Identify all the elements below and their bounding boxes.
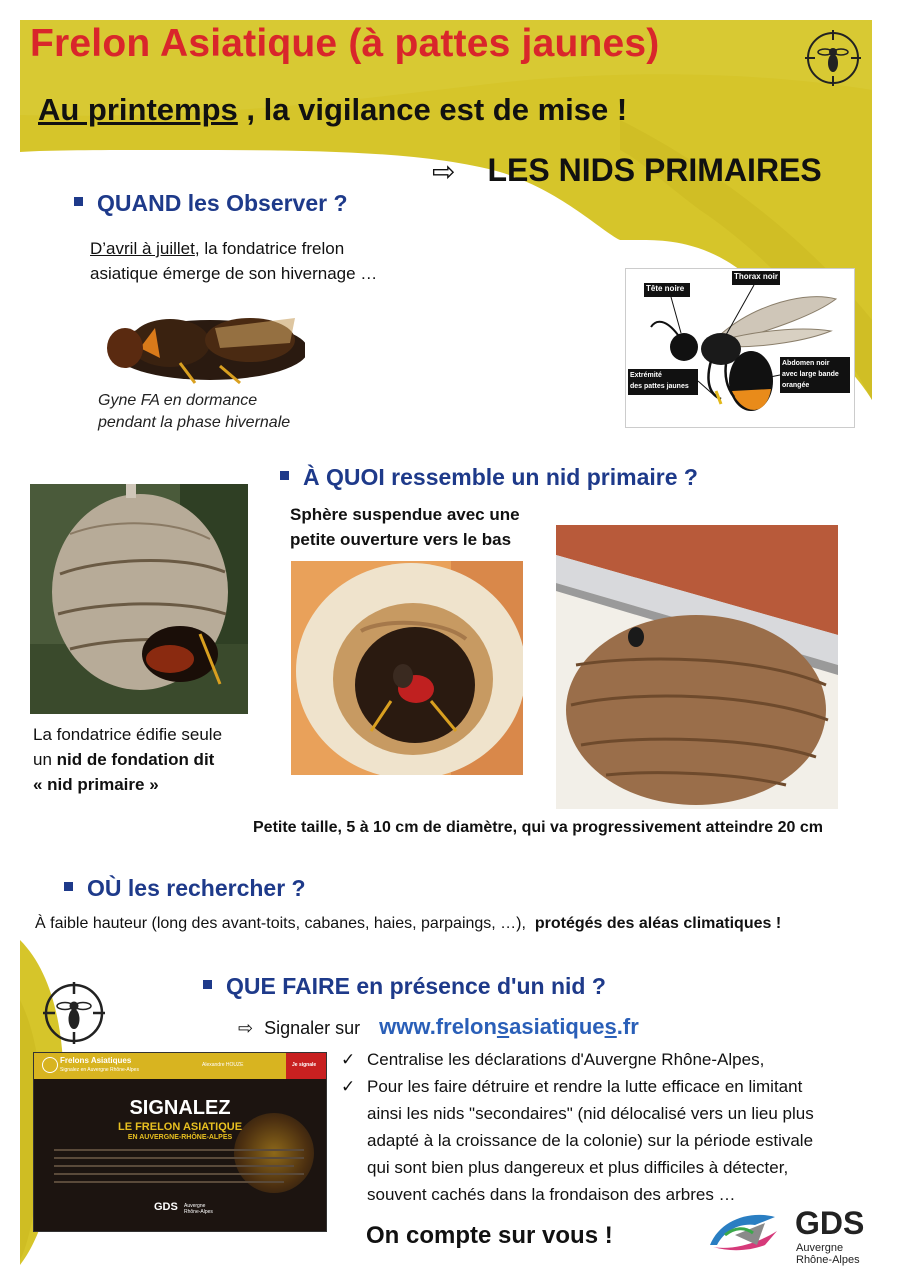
hornet-target-icon [43, 982, 105, 1044]
gds-logo-icon [705, 1205, 785, 1253]
subtitle-rest: , la vigilance est de mise ! [237, 92, 628, 127]
bullet-icon [280, 471, 289, 480]
call-to-action: On compte sur vous ! [366, 1222, 613, 1249]
url-part: s [496, 1014, 510, 1039]
site-text-line [54, 1149, 304, 1151]
sphere-description [290, 502, 520, 552]
hornet-anatomy-diagram [625, 268, 855, 428]
site-text-line [54, 1165, 294, 1167]
ou-text [35, 911, 781, 936]
arrow-right-icon: ⇨ [238, 1018, 254, 1038]
signaler-row [238, 1014, 639, 1040]
fondatrice-description [33, 722, 222, 797]
fondatrice-line2-bold: nid de fondation dit [56, 750, 215, 769]
check-line: adapté à la croissance de la colonie) sur la période estivale [367, 1131, 814, 1150]
label-abdomen-line2: avec large bande [782, 371, 839, 378]
gds-logo-text: GDS [795, 1205, 865, 1241]
website-screenshot [33, 1052, 327, 1232]
check-item-text: Centralise les déclarations d'Auvergne Rhône-Alpes, [367, 1050, 765, 1069]
page-title: Frelon Asiatique (à pattes jaunes) [30, 22, 660, 65]
nids-primaires-heading [432, 152, 822, 189]
page-subtitle [38, 92, 627, 128]
heading-text: OÙ les rechercher ? [87, 875, 306, 901]
section-heading-que-faire [203, 973, 606, 1000]
caption-line2: pendant la phase hivernale [98, 414, 291, 431]
caption-line1: Gyne FA en dormance [98, 392, 258, 409]
site-gds-logo: GDS [154, 1201, 178, 1213]
site-gds-sub1: Auvergne [184, 1203, 206, 1209]
heading-text: QUE FAIRE en présence d'un nid ? [226, 973, 606, 999]
label-abdomen [782, 358, 839, 391]
quand-text-line2: asiatique émerge de son hivernage … [90, 264, 378, 283]
site-text-line [54, 1173, 304, 1175]
site-user-name: Alexandre HOUZE [202, 1062, 244, 1068]
site-title: Frelons Asiatiques [60, 1056, 132, 1065]
gyne-caption [98, 390, 290, 434]
nids-label: LES NIDS PRIMAIRES [487, 152, 822, 188]
url-part: .fr [616, 1014, 639, 1039]
sphere-line1: Sphère suspendue avec une [290, 505, 520, 524]
gds-logo-sub [796, 1242, 860, 1266]
bullet-icon [74, 197, 83, 206]
fondatrice-line1: La fondatrice édifie seule [33, 725, 223, 744]
site-text-line [54, 1181, 284, 1183]
quand-date-range: D’avril à juillet [90, 239, 195, 258]
label-abdomen-line3: orangée [782, 382, 810, 389]
label-pattes-line1: Extrémité [630, 372, 662, 379]
sphere-line2: petite ouverture vers le bas [290, 530, 512, 549]
site-gds-sub [184, 1203, 213, 1215]
section-heading-quand [74, 190, 348, 217]
ou-text-bold: protégés des aléas climatiques ! [534, 915, 782, 932]
check-line: Pour les faire détruire et rendre la lutte efficace en limitant [367, 1077, 803, 1096]
fondatrice-line3: « nid primaire » [33, 775, 159, 794]
check-line: souvent cachés dans la frondaison des arbres … [367, 1185, 736, 1204]
nest-size-text: Petite taille, 5 à 10 cm de diamètre, qui va progressivement atteindre 20 cm [253, 819, 824, 836]
check-item-1 [341, 1046, 841, 1073]
site-logo-icon [42, 1057, 58, 1073]
heading-text: QUAND les Observer ? [97, 190, 348, 216]
ou-text-main: À faible hauteur (long des avant-toits, cabanes, haies, parpaings, …), [35, 915, 526, 932]
check-item-text [367, 1073, 814, 1208]
check-line: qui sont bien plus dangereux et plus difficiles à détecter, [367, 1158, 789, 1177]
label-pattes [630, 370, 689, 392]
check-item-2 [341, 1073, 841, 1208]
site-headline-sub2: EN AUVERGNE-RHÔNE-ALPES [127, 1134, 233, 1141]
gds-logo-sub2: Rhône-Alpes [796, 1254, 860, 1266]
bullet-icon [64, 882, 73, 891]
primary-nest-photo-2 [291, 561, 523, 775]
quand-text-line1: , la fondatrice frelon [194, 239, 345, 258]
fondatrice-line2-pre: un [33, 750, 57, 769]
arrow-right-icon: ⇨ [432, 156, 456, 187]
site-signal-button: Je signale [292, 1062, 317, 1068]
url-part: asiatique [509, 1014, 605, 1039]
section-heading-ou [64, 875, 306, 902]
primary-nest-photo-1 [30, 484, 248, 714]
check-line: ainsi les nids "secondaires" (nid délocalisé vers un lieu plus [367, 1104, 814, 1123]
checkmark-icon: ✓ [341, 1077, 356, 1096]
label-thorax: Thorax noir [734, 272, 779, 281]
primary-nest-photo-3 [556, 525, 838, 809]
subtitle-highlight: Au printemps [38, 92, 238, 127]
hornet-target-icon [805, 30, 861, 86]
gds-logo-sub1: Auvergne [796, 1242, 844, 1254]
checkmark-icon: ✓ [341, 1050, 356, 1069]
site-text-line [54, 1157, 304, 1159]
section-heading-quoi [280, 464, 698, 491]
label-abdomen-line1: Abdomen noir [782, 360, 830, 367]
dormant-gyne-photo [100, 288, 305, 388]
site-headline-sub1: LE FRELON ASIATIQUE [117, 1121, 243, 1133]
quand-text [90, 236, 410, 286]
site-headline: SIGNALEZ [129, 1097, 231, 1119]
url-part: www.frelon [379, 1014, 497, 1039]
website-link[interactable] [379, 1014, 639, 1039]
check-list [341, 1046, 841, 1208]
heading-text: À QUOI ressemble un nid primaire ? [303, 464, 698, 490]
label-pattes-line2: des pattes jaunes [630, 383, 689, 390]
bullet-icon [203, 980, 212, 989]
signaler-label: Signaler sur [264, 1018, 361, 1038]
url-part: s [604, 1014, 617, 1039]
label-tete: Tête noire [646, 284, 685, 293]
site-gds-sub2: Rhône-Alpes [184, 1209, 213, 1215]
site-tagline: Signalez en Auvergne Rhône-Alpes [60, 1067, 139, 1073]
